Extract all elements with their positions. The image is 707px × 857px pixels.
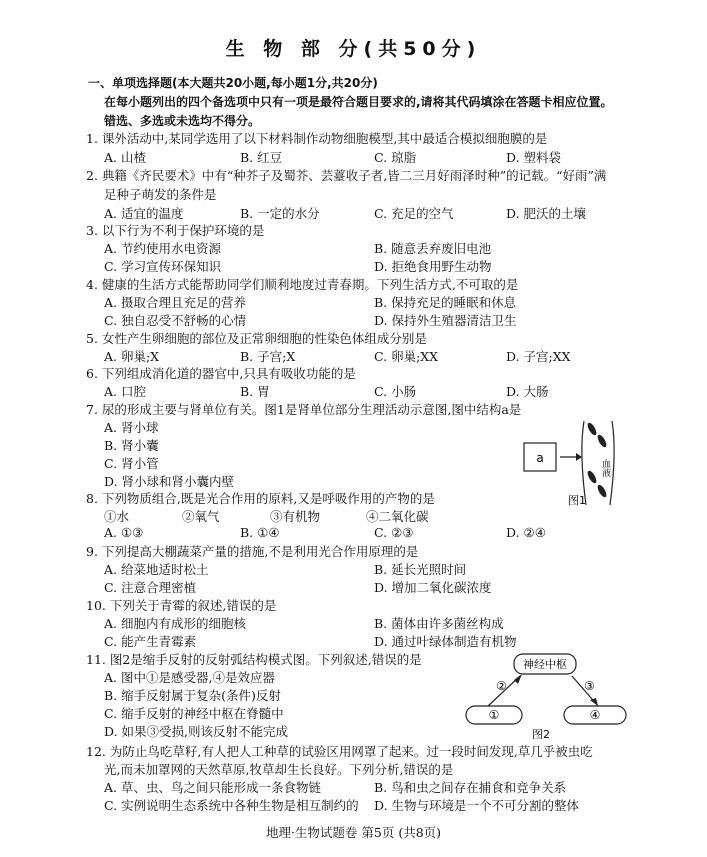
q9-option-b: B. 延长光照时间 [374, 562, 467, 577]
q8-option-b: B. ①④ [240, 525, 280, 540]
blood-label: 血液 [600, 459, 610, 477]
question-5-stem: 5. 女性产生卵细胞的部位及正常卵细胞的性染色体组成分别是 [86, 331, 427, 346]
q11-option-b: B. 缩手反射属于复杂(条件)反射 [104, 688, 281, 703]
q5-option-c: C. 卵巢;XX [374, 349, 439, 364]
q5-option-b: B. 子宫;X [240, 349, 296, 364]
q10-option-a: A. 细胞内有成形的细胞核 [104, 616, 246, 631]
page-footer: 地理·生物试题卷 第5页 (共8页) [265, 825, 442, 840]
q8-item-2: ②氧气 [182, 509, 220, 524]
question-4-stem: 4. 健康的生活方式能帮助同学们顺利地度过青春期。下列生活方式,不可取的是 [86, 277, 519, 292]
structure-a-label: a [536, 451, 544, 465]
q1-option-b: B. 红豆 [240, 150, 283, 165]
q4-option-b: B. 保持充足的睡眠和休息 [374, 295, 517, 310]
q10-option-d: D. 通过叶绿体制造有机物 [374, 634, 517, 649]
node-4-label: ④ [589, 708, 601, 722]
instructions: 在每小题列出的四个备选项中只有一项是最符合题目要求的,请将其代码填涂在答题卡相应位置。错选、多选或未选均不得分。 [104, 95, 613, 128]
q8-option-d: D. ②④ [506, 525, 546, 540]
q2-option-d: D. 肥沃的土壤 [506, 206, 587, 221]
q4-option-d: D. 保持外生殖器清洁卫生 [374, 313, 517, 328]
q6-option-d: D. 大肠 [506, 384, 549, 399]
q3-option-a: A. 节约使用水电资源 [104, 241, 221, 256]
q5-option-d: D. 子宫;XX [506, 349, 571, 364]
q12-option-c: C. 实例说明生态系统中各种生物是相互制约的 [104, 798, 359, 813]
question-10-stem: 10. 下列关于青霉的叙述,错误的是 [86, 598, 277, 613]
nerve-center-label: 神经中枢 [523, 658, 567, 671]
q9-option-d: D. 增加二氧化碳浓度 [374, 580, 492, 595]
q4-option-c: C. 独自忍受不舒畅的心情 [104, 313, 247, 328]
q8-option-a: A. ①③ [104, 525, 144, 540]
question-2-stem-cont: 足种子萌发的条件是 [104, 187, 217, 202]
q1-option-d: D. 塑料袋 [506, 150, 562, 165]
q2-option-c: C. 充足的空气 [374, 206, 454, 221]
q2-option-a: A. 适宜的温度 [104, 206, 184, 221]
q2-option-b: B. 一定的水分 [240, 206, 320, 221]
q8-item-4: ④二氧化碳 [366, 509, 429, 524]
q3-option-c: C. 学习宣传环保知识 [104, 259, 222, 274]
q3-option-d: D. 拒绝食用野生动物 [374, 259, 492, 274]
q12-option-b: B. 鸟和虫之间存在捕食和竞争关系 [374, 780, 567, 795]
q12-option-a: A. 草、虫、鸟之间只能形成一条食物链 [104, 780, 321, 795]
question-9-stem: 9. 下列提高大棚蔬菜产量的措施,不是利用光合作用原理的是 [86, 544, 419, 559]
q8-option-c: C. ②③ [374, 525, 414, 540]
question-6-stem: 6. 下列组成消化道的器官中,只具有吸收功能的是 [86, 366, 356, 381]
figure-2-caption: 图2 [532, 728, 550, 741]
q10-option-b: B. 菌体由许多菌丝构成 [374, 616, 504, 631]
q7-option-b: B. 肾小囊 [104, 438, 159, 453]
q8-item-1: ①水 [104, 509, 130, 524]
figure-1-caption: 图1 [568, 494, 586, 507]
question-3-stem: 3. 以下行为不利于保护环境的是 [86, 223, 265, 238]
q11-option-d: D. 如果③受损,则该反射不能完成 [104, 724, 288, 739]
node-2-label: ② [496, 679, 507, 693]
q12-option-d: D. 生物与环境是一个不可分割的整体 [374, 798, 580, 813]
q7-option-c: C. 肾小管 [104, 456, 159, 471]
q4-option-a: A. 摄取合理且充足的营养 [104, 295, 246, 310]
q6-option-a: A. 口腔 [104, 384, 146, 399]
question-12-stem-cont: 光,而未加罩网的天然草原,牧草却生长良好。下列分析,错误的是 [104, 762, 454, 777]
question-7-stem: 7. 尿的形成主要与肾单位有关。图1是肾单位部分生理活动示意图,图中结构a是 [86, 402, 522, 417]
q3-option-b: B. 随意丢弃废旧电池 [374, 241, 492, 256]
q11-option-a: A. 图中①是感受器,④是效应器 [104, 670, 275, 685]
q1-option-a: A. 山楂 [104, 150, 146, 165]
q8-item-3: ③有机物 [270, 509, 321, 524]
q5-option-a: A. 卵巢;X [104, 349, 160, 364]
question-12-stem: 12. 为防止鸟吃草籽,有人把人工种草的试验区用网罩了起来。过一段时间发现,草几乎被虫吃 [86, 744, 593, 759]
question-1-stem: 1. 课外活动中,某同学选用了以下材料制作动物细胞模型,其中最适合模拟细胞膜的是 [86, 131, 548, 146]
node-1-label: ① [488, 708, 500, 722]
q1-option-c: C. 琼脂 [374, 150, 417, 165]
question-2-stem: 2. 典籍《齐民要术》中有“种芥子及蜀芥、芸薹收子者,皆二三月好雨泽时种”的记载。“好雨”满 [86, 168, 607, 183]
q6-option-b: B. 胃 [240, 384, 270, 399]
figure-2-reflex-arc [462, 652, 642, 742]
q11-option-c: C. 缩手反射的神经中枢在脊髓中 [104, 706, 284, 721]
q9-option-c: C. 注意合理密植 [104, 580, 197, 595]
question-11-stem: 11. 图2是缩手反射的反射弧结构模式图。下列叙述,错误的是 [86, 652, 422, 667]
q7-option-a: A. 肾小球 [104, 420, 159, 435]
q9-option-a: A. 给菜地适时松土 [104, 562, 209, 577]
section-heading: 一、单项选择题(本大题共20小题,每小题1分,共20分) [88, 76, 378, 90]
q10-option-c: C. 能产生青霉素 [104, 634, 197, 649]
page-title: 生 物 部 分(共50分) [225, 38, 482, 60]
q7-option-d: D. 肾小球和肾小囊内壁 [104, 474, 235, 489]
node-3-label: ③ [584, 679, 595, 693]
q6-option-c: C. 小肠 [374, 384, 417, 399]
question-8-stem: 8. 下列物质组合,既是光合作用的原料,又是呼吸作用的产物的是 [86, 491, 435, 506]
